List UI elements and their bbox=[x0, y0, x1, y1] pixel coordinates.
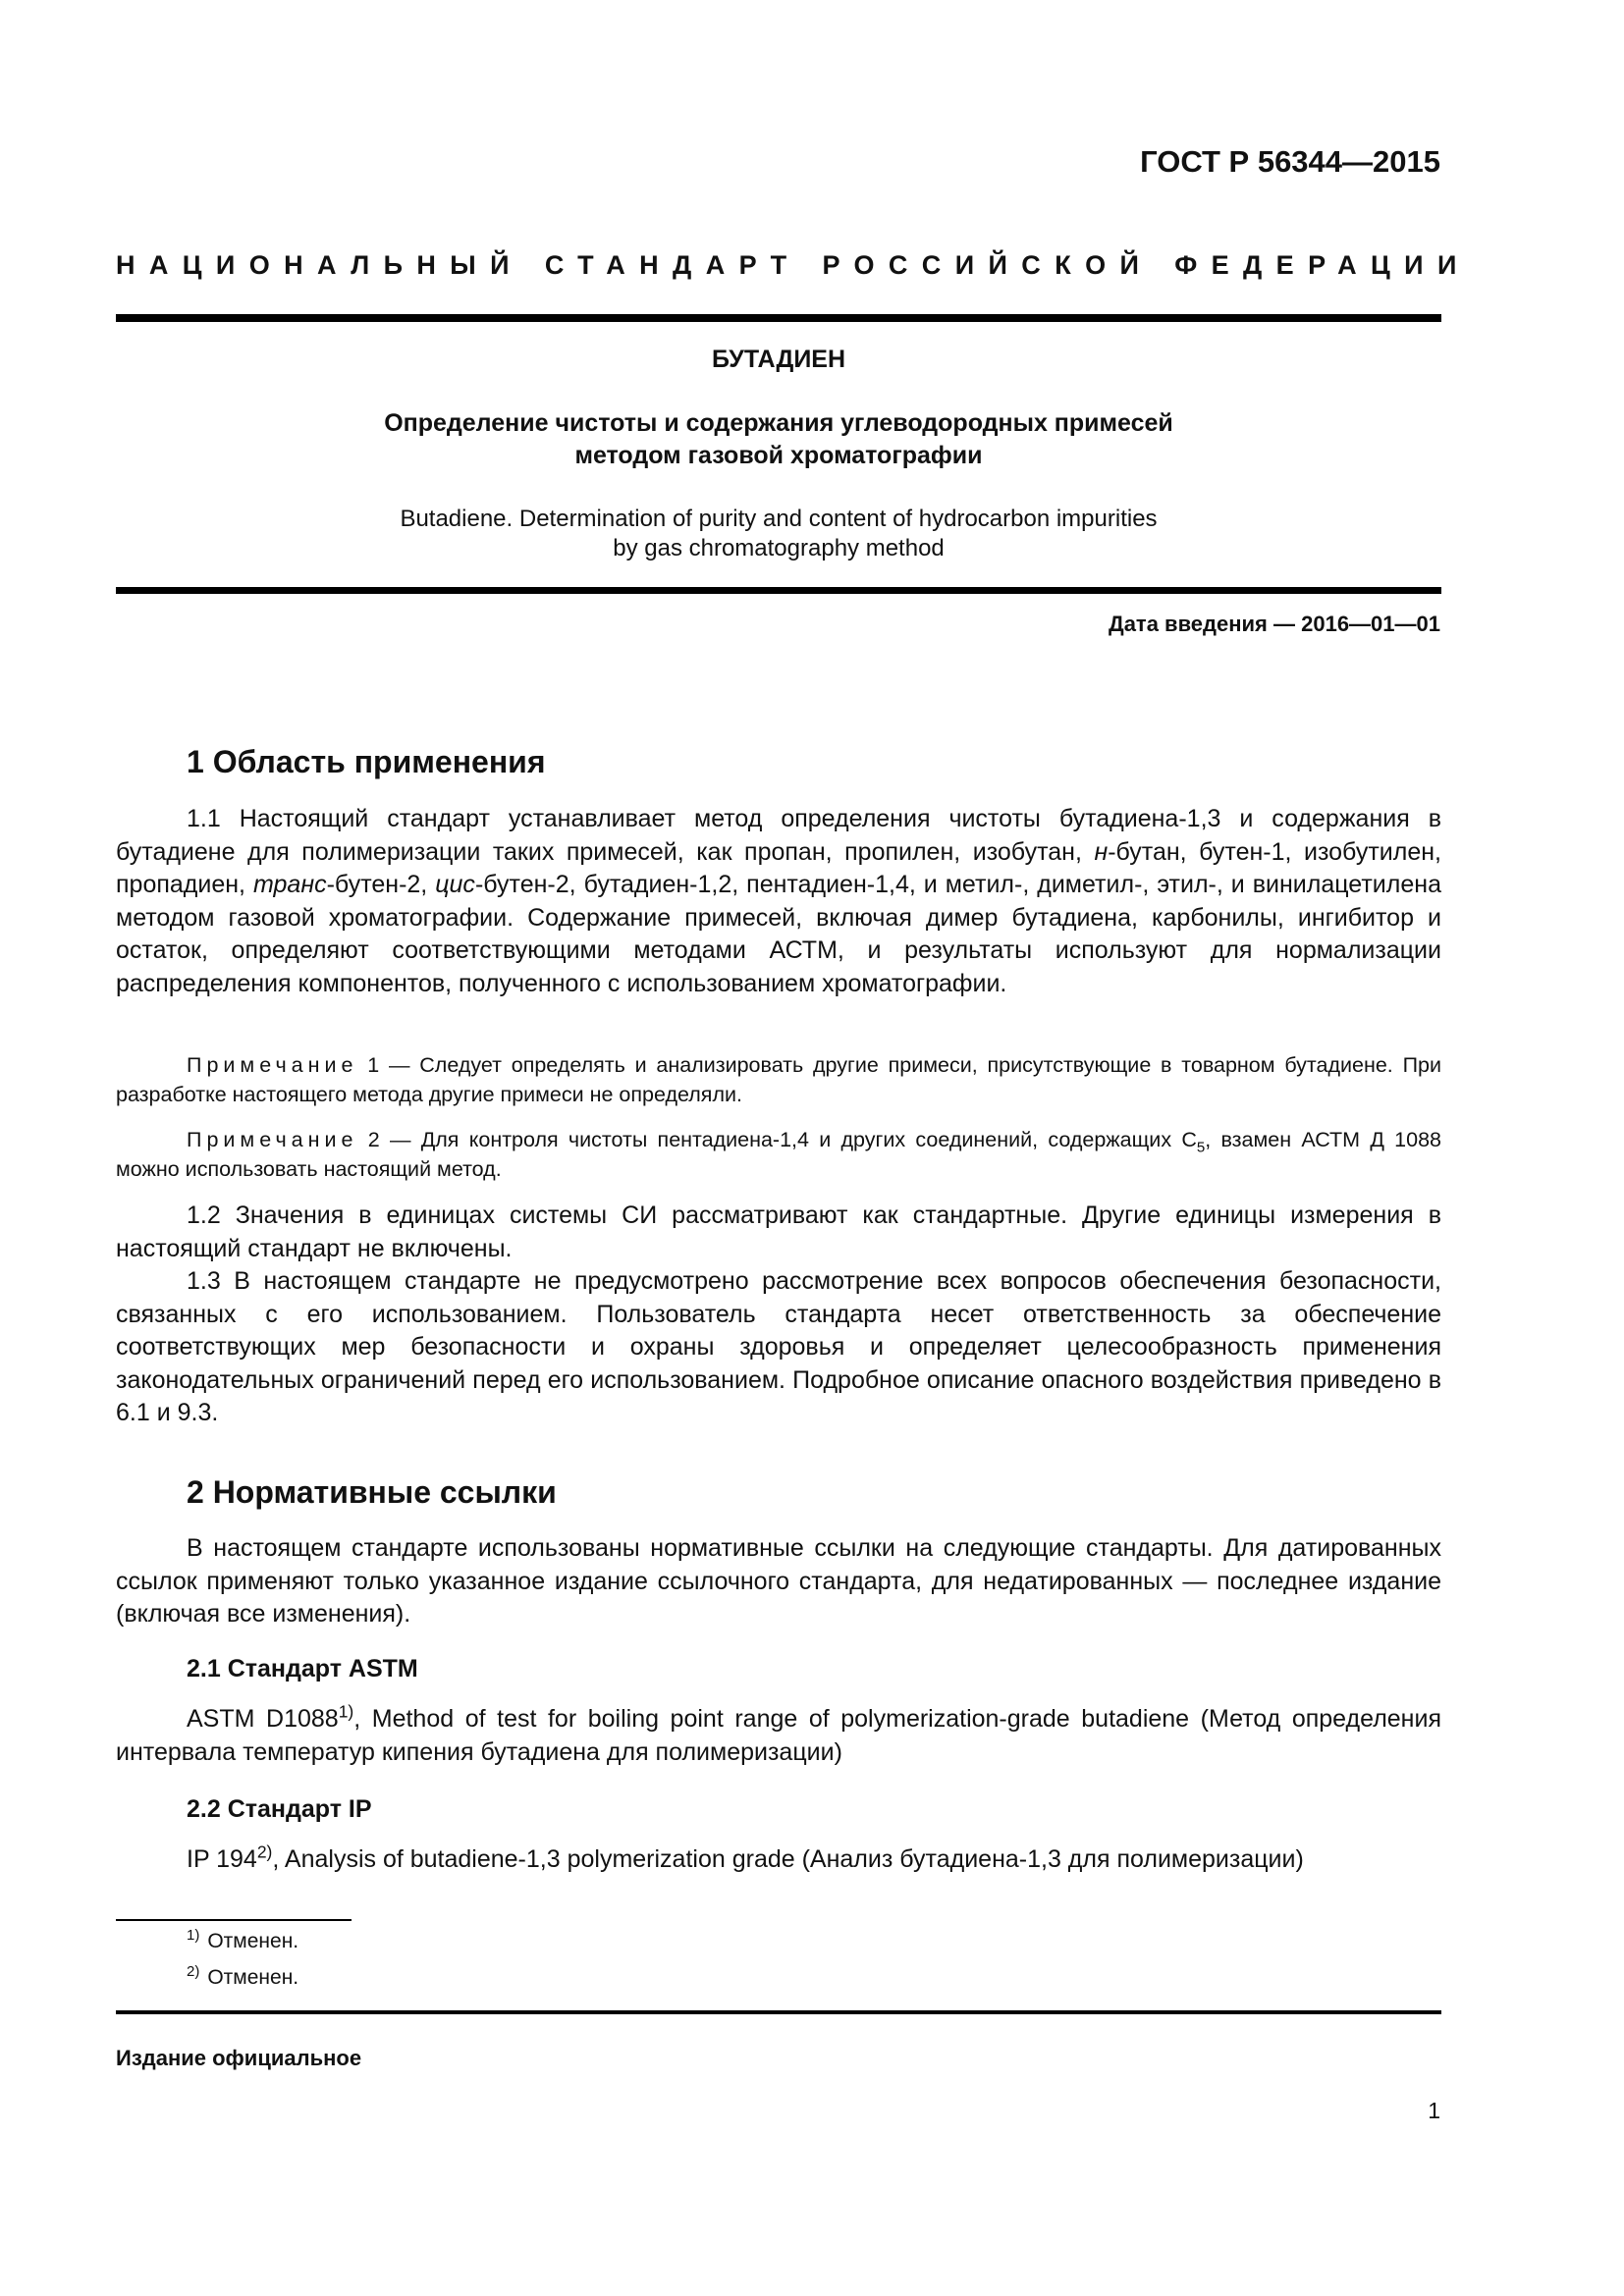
top-divider bbox=[116, 314, 1441, 322]
note-1-label: Примечание bbox=[187, 1053, 358, 1077]
official-edition-label: Издание официальное bbox=[116, 2046, 362, 2070]
section-2-intro: В настоящем стандарте использованы нормативные ссылки на следующие стандарты. Для датированных ссылок применяют только указанное издание ссылочного стандарта, для недатированных — последнее издание (включая все изменения). bbox=[116, 1534, 1441, 1628]
paragraph-1-2: 1.2 Значения в единицах системы СИ рассматривают как стандартные. Другие единицы измерения в настоящий стандарт не включены. bbox=[116, 1201, 1441, 1262]
subtitle-line-1: Определение чистоты и содержания углеводородных примесей bbox=[384, 409, 1173, 437]
standard-code: ГОСТ Р 56344—2015 bbox=[1140, 144, 1440, 179]
national-standard-banner: НАЦИОНАЛЬНЫЙ СТАНДАРТ РОССИЙСКОЙ ФЕДЕРАЦИИ bbox=[116, 250, 1471, 280]
page-number: 1 bbox=[1428, 2098, 1440, 2123]
english-title bbox=[116, 505, 1441, 563]
paragraph-1-1: 1.1 Настоящий стандарт устанавливает метод определения чистоты бутадиена-1,3 и содержания в бутадиене для полимеризации таких примесей, как пропан, пропилен, изобутан, н-бутан, бутен-1, изобутилен, пропадиен, транс-бутен-2, цис-бутен-2, бутадиен-1,2, пентадиен-1,4, и метил-, диметил-, этил-, и винилацетилена методом газовой хроматографии. Содержание примесей, включая димер бутадиена, карбонилы, ингибитор и остаток, определяют соответствующими методами АСТМ, и результаты используют для нормализации распределения компонентов, полученного с использованием хроматографии. bbox=[116, 805, 1441, 997]
paragraph-1-2-and-1-3 bbox=[116, 1200, 1441, 1430]
footnote-1: $^{1)}$ Отменен. bbox=[187, 1927, 299, 1952]
subtitle-line-2: методом газовой хроматографии bbox=[574, 442, 983, 469]
document-subtitle bbox=[116, 407, 1441, 472]
section-1-heading: 1 Область применения bbox=[187, 744, 546, 779]
introduction-date: Дата введения — 2016—01—01 bbox=[1109, 612, 1440, 636]
paragraph-1-3: 1.3 В настоящем стандарте не предусмотрено рассмотрение всех вопросов обеспечения безопасности, связанных с его использованием. Пользователь стандарта несет ответственность за обеспечение соответствующих мер безопасности и охраны здоровья и определяет целесообразность применения законодательных ограничений перед его использованием. Подробное описание опасного воздействия приведено в 6.1 и 9.3. bbox=[116, 1267, 1441, 1426]
document-title: БУТАДИЕН bbox=[711, 346, 846, 373]
bottom-divider bbox=[116, 2010, 1441, 2014]
note-2-label: Примечание bbox=[187, 1128, 358, 1151]
english-title-line-1: Butadiene. Determination of purity and content of hydrocarbon impurities bbox=[400, 506, 1158, 532]
astm-reference: ASTM D1088$^{1)}$, Method of test for boiling point range of polymerization-grade butadiene (Метод определения интервала температур кипения бутадиена для полимеризации) bbox=[116, 1701, 1441, 1766]
note-2: Примечание 2 — Для контроля чистоты пентадиена-1,4 и других соединений, содержащих $C_5$, взамен АСТМ Д 1088 можно использовать настоящий метод. bbox=[116, 1128, 1441, 1181]
subsection-2-1-heading: 2.1 Стандарт ASTM bbox=[187, 1655, 418, 1682]
footnote-2: $^{2)}$ Отменен. bbox=[187, 1963, 299, 1989]
english-title-line-2: by gas chromatography method bbox=[613, 535, 945, 561]
ip-reference: IP 194$^{2)}$, Analysis of butadiene-1,3 polymerization grade (Анализ бутадиена-1,3 для полимеризации) bbox=[187, 1842, 1304, 1873]
title-divider bbox=[116, 587, 1441, 594]
footnote-divider bbox=[116, 1919, 352, 1921]
section-2-heading: 2 Нормативные ссылки bbox=[187, 1474, 557, 1510]
subsection-2-2-heading: 2.2 Стандарт IP bbox=[187, 1795, 372, 1823]
note-1: Примечание 1 — Следует определять и анализировать другие примеси, присутствующие в товарном бутадиене. При разработке настоящего метода другие примеси не определяли. bbox=[116, 1053, 1441, 1106]
